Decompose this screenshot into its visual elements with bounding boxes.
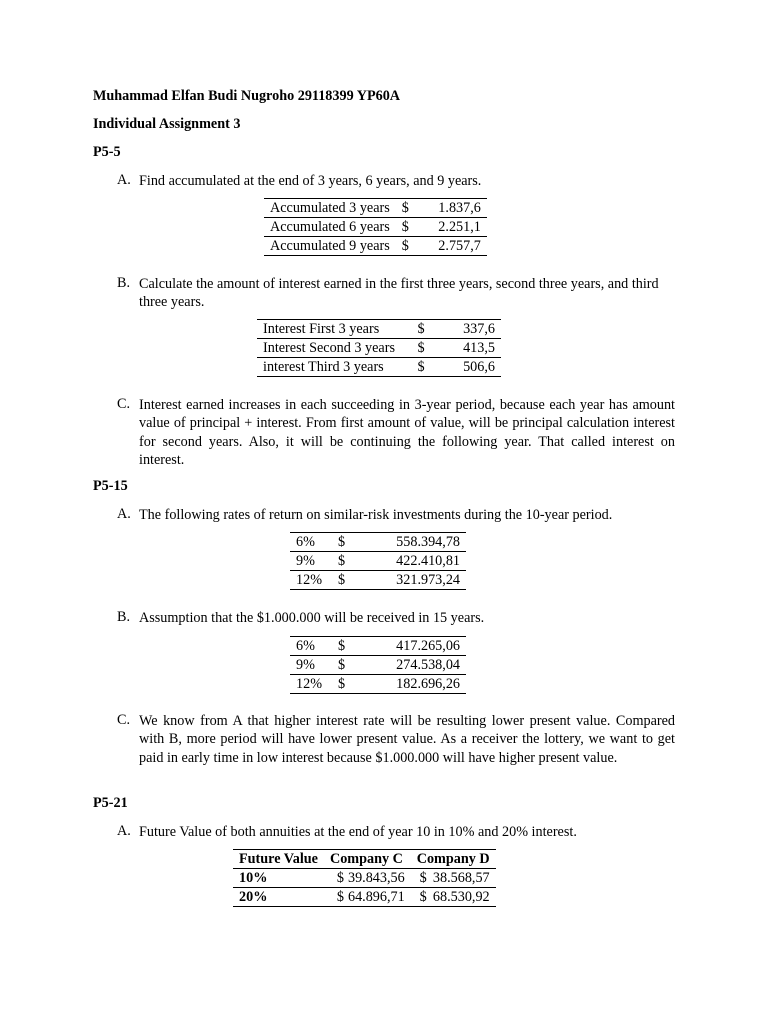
currency-symbol: $ [396,218,415,237]
item-label: B. [117,609,131,625]
row-label: Accumulated 6 years [264,218,396,237]
company-d-value: 68.530,92 [429,888,496,907]
currency-symbol: $ [396,237,415,256]
row-value: 413,5 [441,339,501,358]
currency-symbol: $ [324,888,346,907]
table-row [257,339,501,358]
row-value: 321.973,24 [364,571,466,590]
table-row [290,675,466,694]
table-row [264,199,487,218]
rate-cell: 6% [290,533,332,552]
rate-cell: 9% [290,552,332,571]
table-row [290,571,466,590]
column-header: Company C [324,850,411,869]
item-text: We know from A that higher interest rate will be resulting lower present value. Compared with B, more period will have lower present value. As a receiver the lottery, we want to get paid in early time in low interest because $1.000.000 will have higher present value. [139,713,675,766]
table-row [257,358,501,377]
row-value: 2.251,1 [415,218,487,237]
table-row [257,320,501,339]
interest-table [257,319,501,377]
item-text: Calculate the amount of interest earned in the first three years, second three years, and third three years. [139,276,659,311]
row-label: Accumulated 3 years [264,199,396,218]
row-label: interest Third 3 years [257,358,401,377]
company-d-value: 38.568,57 [432,870,490,886]
rate-cell: 9% [290,656,332,675]
future-value-table [233,849,496,907]
item-label: B. [117,275,131,291]
row-label: Accumulated 9 years [264,237,396,256]
company-c-value: 64.896,71 [346,888,411,907]
company-c-value: 39.843,56 [347,870,405,886]
column-header: Future Value [233,850,324,869]
column-header: Company D [411,850,496,869]
table-row [290,656,466,675]
currency-symbol: $ [401,320,441,339]
section-title-p5-15: P5-15 [93,478,128,494]
accumulated-table [264,198,487,256]
rate-cell: 12% [290,675,332,694]
table-row [264,237,487,256]
item-text: Find accumulated at the end of 3 years, 6 years, and 9 years. [139,173,482,189]
currency-symbol: $ [332,637,364,656]
item-text: Assumption that the $1.000.000 will be received in 15 years. [139,610,485,626]
item-label: A. [117,506,131,522]
currency-symbol: $ [401,339,441,358]
currency-symbol: $ [332,571,364,590]
currency-symbol: $ [396,199,415,218]
table-header-row [233,850,496,869]
item-label: C. [117,396,131,412]
item-label: A. [117,823,131,839]
row-value: 422.410,81 [364,552,466,571]
table-row [290,533,466,552]
rate-cell: 12% [290,571,332,590]
row-label: Interest First 3 years [257,320,401,339]
author-line: Muhammad Elfan Budi Nugroho 29118399 YP60A [93,88,401,104]
row-value: 2.757,7 [415,237,487,256]
currency-symbol: $ [419,870,427,886]
table-row [264,218,487,237]
currency-symbol: $ [336,870,344,886]
row-value: 182.696,26 [364,675,466,694]
row-value: 274.538,04 [364,656,466,675]
row-value: 506,6 [441,358,501,377]
currency-symbol: $ [332,533,364,552]
currency-symbol: $ [332,552,364,571]
row-value: 337,6 [441,320,501,339]
table-row [290,552,466,571]
rate-cell: 6% [290,637,332,656]
table-row [233,888,496,907]
row-label: Interest Second 3 years [257,339,401,358]
table-row [233,869,496,888]
item-text: Interest earned increases in each succeeding in 3-year period, because each year has amount value of principal + interest. From first amount of value, will be principal calculation interest for second years. Also, it will be continuing the following year. That called interest on interest. [139,397,675,468]
section-title-p5-5: P5-5 [93,144,121,160]
rate-cell: 20% [233,888,324,907]
currency-symbol: $ [411,888,429,907]
item-text: Future Value of both annuities at the end of year 10 in 10% and 20% interest. [139,824,577,840]
item-label: A. [117,172,131,188]
rates-15yr-table [290,636,466,694]
currency-symbol: $ [332,656,364,675]
item-label: C. [117,712,131,728]
assignment-title: Individual Assignment 3 [93,116,241,132]
item-text: The following rates of return on similar-risk investments during the 10-year period. [139,507,613,523]
row-value: 558.394,78 [364,533,466,552]
row-value: 1.837,6 [415,199,487,218]
currency-symbol: $ [332,675,364,694]
table-row [290,637,466,656]
row-value: 417.265,06 [364,637,466,656]
section-title-p5-21: P5-21 [93,795,128,811]
currency-symbol: $ [401,358,441,377]
rates-10yr-table [290,532,466,590]
rate-cell: 10% [239,870,268,886]
